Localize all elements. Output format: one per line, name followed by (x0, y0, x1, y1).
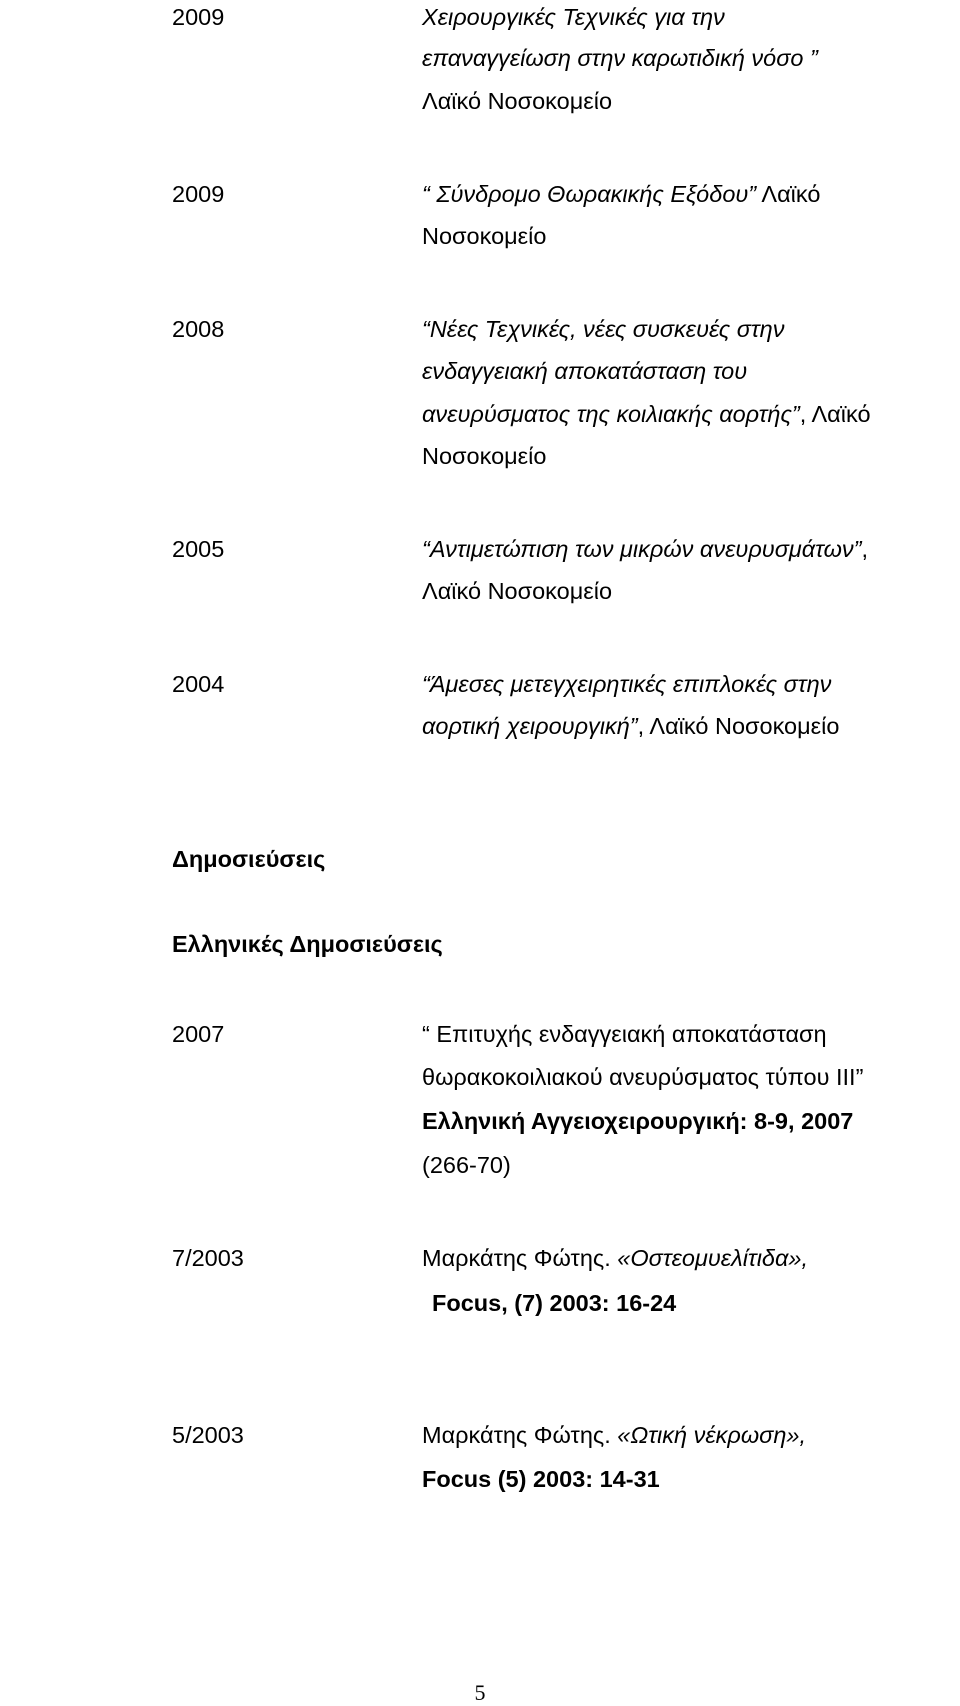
talk-year: 2004 (172, 671, 225, 697)
publication-title: «Οστεομυελίτιδα», (617, 1245, 808, 1271)
publication-title-line: θωρακοκοιλιακού ανευρύσματος τύπου ΙΙΙ” (422, 1064, 864, 1090)
talk-venue: Λαϊκό Νοσοκομείο (422, 578, 613, 604)
talk-title-line: “Αντιμετώπιση των μικρών ανευρυσμάτων”, (422, 536, 869, 562)
talk-title-line: επαναγγείωση στην καρωτιδική νόσο ” (422, 45, 818, 71)
talk-title-line: ενδαγγειακή αποκατάσταση του (422, 358, 748, 384)
publication-author: Μαρκάτης Φώτης. (422, 1245, 618, 1271)
subsection-heading: Ελληνικές Δημοσιεύσεις (172, 931, 443, 957)
talk-year: 2009 (172, 181, 225, 207)
talk-venue: Νοσοκομείο (422, 443, 547, 469)
publication-citation (422, 1247, 808, 1271)
publication-author: Μαρκάτης Φώτης. (422, 1422, 618, 1448)
talk-year: 2005 (172, 536, 225, 562)
talk-title-line: Χειρουργικές Τεχνικές για την (422, 4, 725, 30)
page-number: 5 (474, 1680, 486, 1705)
publication-year: 2007 (172, 1021, 225, 1047)
talk-title-line: “Άμεσες μετεγχειρητικές επιπλοκές στην (422, 671, 832, 697)
talk-year: 2008 (172, 316, 225, 342)
talk-title-line: “ Σύνδρομο Θωρακικής Εξόδου” Λαϊκό (422, 181, 821, 207)
talk-venue: Νοσοκομείο (422, 223, 547, 249)
publication-title: «Ωτική νέκρωση», (617, 1422, 806, 1448)
talk-venue: Λαϊκό Νοσοκομείο (422, 88, 613, 114)
talk-title-line: αορτική χειρουργική”, Λαϊκό Νοσοκομείο (422, 713, 840, 739)
publication-title-line: “ Επιτυχής ενδαγγειακή αποκατάσταση (422, 1021, 827, 1047)
publication-pages: (266-70) (422, 1152, 511, 1178)
publication-journal: Ελληνική Αγγειοχειρουργική: 8-9, 2007 (422, 1108, 854, 1134)
publication-journal: Focus (5) 2003: 14-31 (422, 1466, 660, 1492)
publication-year: 5/2003 (172, 1422, 244, 1448)
talk-year: 2009 (172, 4, 225, 30)
publication-journal: Focus, (7) 2003: 16-24 (432, 1290, 677, 1316)
publication-year: 7/2003 (172, 1245, 244, 1271)
publication-citation (422, 1424, 806, 1448)
talk-title-line: ανευρύσματος της κοιλιακής αορτής”, Λαϊκό (422, 401, 871, 427)
talk-title-line: “Νέες Τεχνικές, νέες συσκευές στην (422, 316, 785, 342)
section-heading: Δημοσιεύσεις (172, 846, 326, 872)
